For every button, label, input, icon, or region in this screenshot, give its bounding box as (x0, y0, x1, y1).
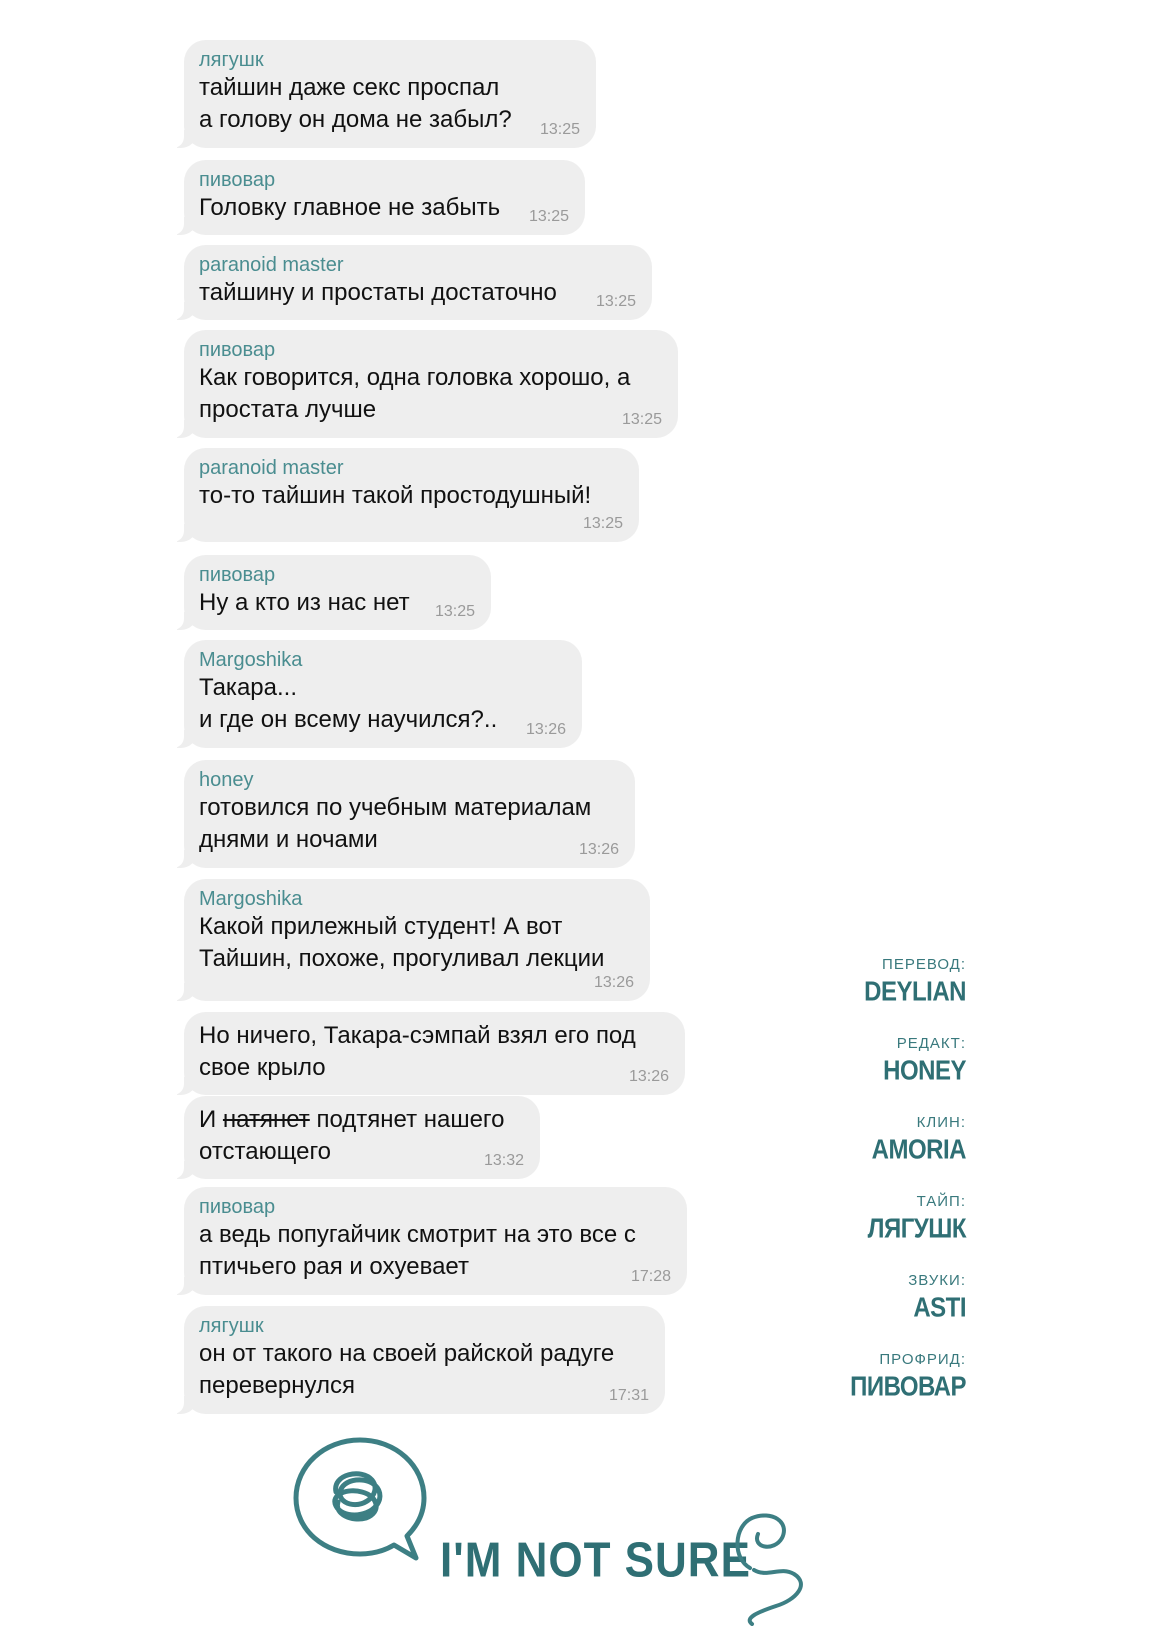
message-bubble[interactable] (184, 1187, 687, 1295)
message-bubble[interactable] (184, 1012, 685, 1095)
message-time: 13:26 (628, 1068, 669, 1085)
credit-role: ПРОФРИД: (879, 1351, 966, 1368)
message-sender[interactable]: пивовар (199, 169, 276, 191)
message-bubble[interactable] (184, 330, 678, 438)
credit-role: ЗВУКИ: (908, 1272, 966, 1289)
message-time: 13:25 (621, 411, 662, 428)
struck-word: натянет (222, 1106, 310, 1133)
message-text: то-то тайшин такой простодушный! (199, 482, 592, 509)
message-bubble[interactable] (184, 640, 582, 748)
message-sender[interactable]: лягушк (199, 49, 264, 71)
credit-cleaning (706, 1113, 966, 1192)
message-text-end: подтянет нашего отстающего (199, 1106, 505, 1165)
message-time: 17:28 (630, 1268, 671, 1285)
message-text: а ведь попугайчик смотрит на это все с птичьего рая и охуевает (199, 1221, 636, 1280)
message-text: готовился по учебным материалам днями и ночами (199, 794, 592, 853)
message-sender[interactable]: honey (199, 769, 254, 791)
message-time: 13:26 (593, 974, 634, 991)
message-bubble[interactable] (184, 160, 585, 235)
message-bubble[interactable] (184, 1306, 665, 1414)
message-time: 13:26 (578, 841, 619, 858)
credit-name: ПИВОВАР (850, 1371, 966, 1403)
message-bubble[interactable] (184, 1096, 540, 1179)
message-bubble[interactable] (184, 448, 639, 542)
message-text: Такара... и где он всему научился?.. (199, 674, 498, 733)
message-sender[interactable]: Margoshika (199, 888, 303, 910)
message-time: 13:32 (483, 1152, 524, 1169)
credit-name: ASTI (913, 1292, 966, 1324)
message-time: 13:25 (539, 121, 580, 138)
credit-role: ПЕРЕВОД: (882, 956, 966, 973)
message-sender[interactable]: paranoid master (199, 457, 344, 479)
message-text: тайшину и простаты достаточно (199, 279, 557, 306)
message-text: Как говорится, одна головка хорошо, а простата лучше (199, 364, 631, 423)
message-bubble[interactable] (184, 245, 652, 320)
message-text-start: И (199, 1106, 223, 1133)
message-text: тайшин даже секс проспал а голову он дома не забыл? (199, 74, 512, 133)
message-sender[interactable]: пивовар (199, 1196, 276, 1218)
credit-translation (706, 955, 966, 1034)
credit-proofreading (706, 1350, 966, 1429)
message-sender[interactable]: лягушк (199, 1315, 264, 1337)
message-sender[interactable]: пивовар (199, 339, 276, 361)
message-sender[interactable]: paranoid master (199, 254, 344, 276)
credit-sounds (706, 1271, 966, 1350)
message-bubble[interactable] (184, 40, 596, 148)
message-sender[interactable]: Margoshika (199, 649, 303, 671)
credit-role: КЛИН: (916, 1114, 966, 1131)
message-time: 13:25 (528, 208, 569, 225)
message-time: 13:25 (582, 515, 623, 532)
message-text: Какой прилежный студент! А вот Тайшин, похоже, прогуливал лекции (199, 913, 605, 972)
credit-name: AMORIA (871, 1134, 966, 1166)
message-text (199, 1104, 524, 1168)
message-bubble[interactable] (184, 760, 635, 868)
message-text: он от такого на своей райской радуге перевернулся (199, 1340, 615, 1399)
credit-name: DEYLIAN (864, 976, 966, 1008)
message-bubble[interactable] (184, 879, 650, 1001)
credits-block (706, 955, 966, 1429)
credit-typesetting (706, 1192, 966, 1271)
swirl-doodle-icon (728, 1496, 828, 1626)
message-time: 13:25 (434, 603, 475, 620)
credit-role: РЕДАКТ: (896, 1035, 966, 1052)
message-text: Ну а кто из нас нет (199, 589, 410, 616)
message-text: Но ничего, Такара-сэмпай взял его под свое крыло (199, 1022, 636, 1081)
credit-name: HONEY (883, 1055, 966, 1087)
message-time: 13:25 (595, 293, 636, 310)
credit-name: ЛЯГУШК (867, 1213, 966, 1245)
credit-role: ТАЙП: (916, 1193, 966, 1210)
message-text: Головку главное не забыть (199, 194, 501, 221)
speech-bubble-scribble-icon (290, 1432, 430, 1562)
logo-text: I'M NOT SURE (440, 1533, 751, 1588)
message-sender[interactable]: пивовар (199, 564, 276, 586)
message-time: 13:26 (525, 721, 566, 738)
credit-editing (706, 1034, 966, 1113)
message-time: 17:31 (608, 1387, 649, 1404)
message-bubble[interactable] (184, 555, 491, 630)
